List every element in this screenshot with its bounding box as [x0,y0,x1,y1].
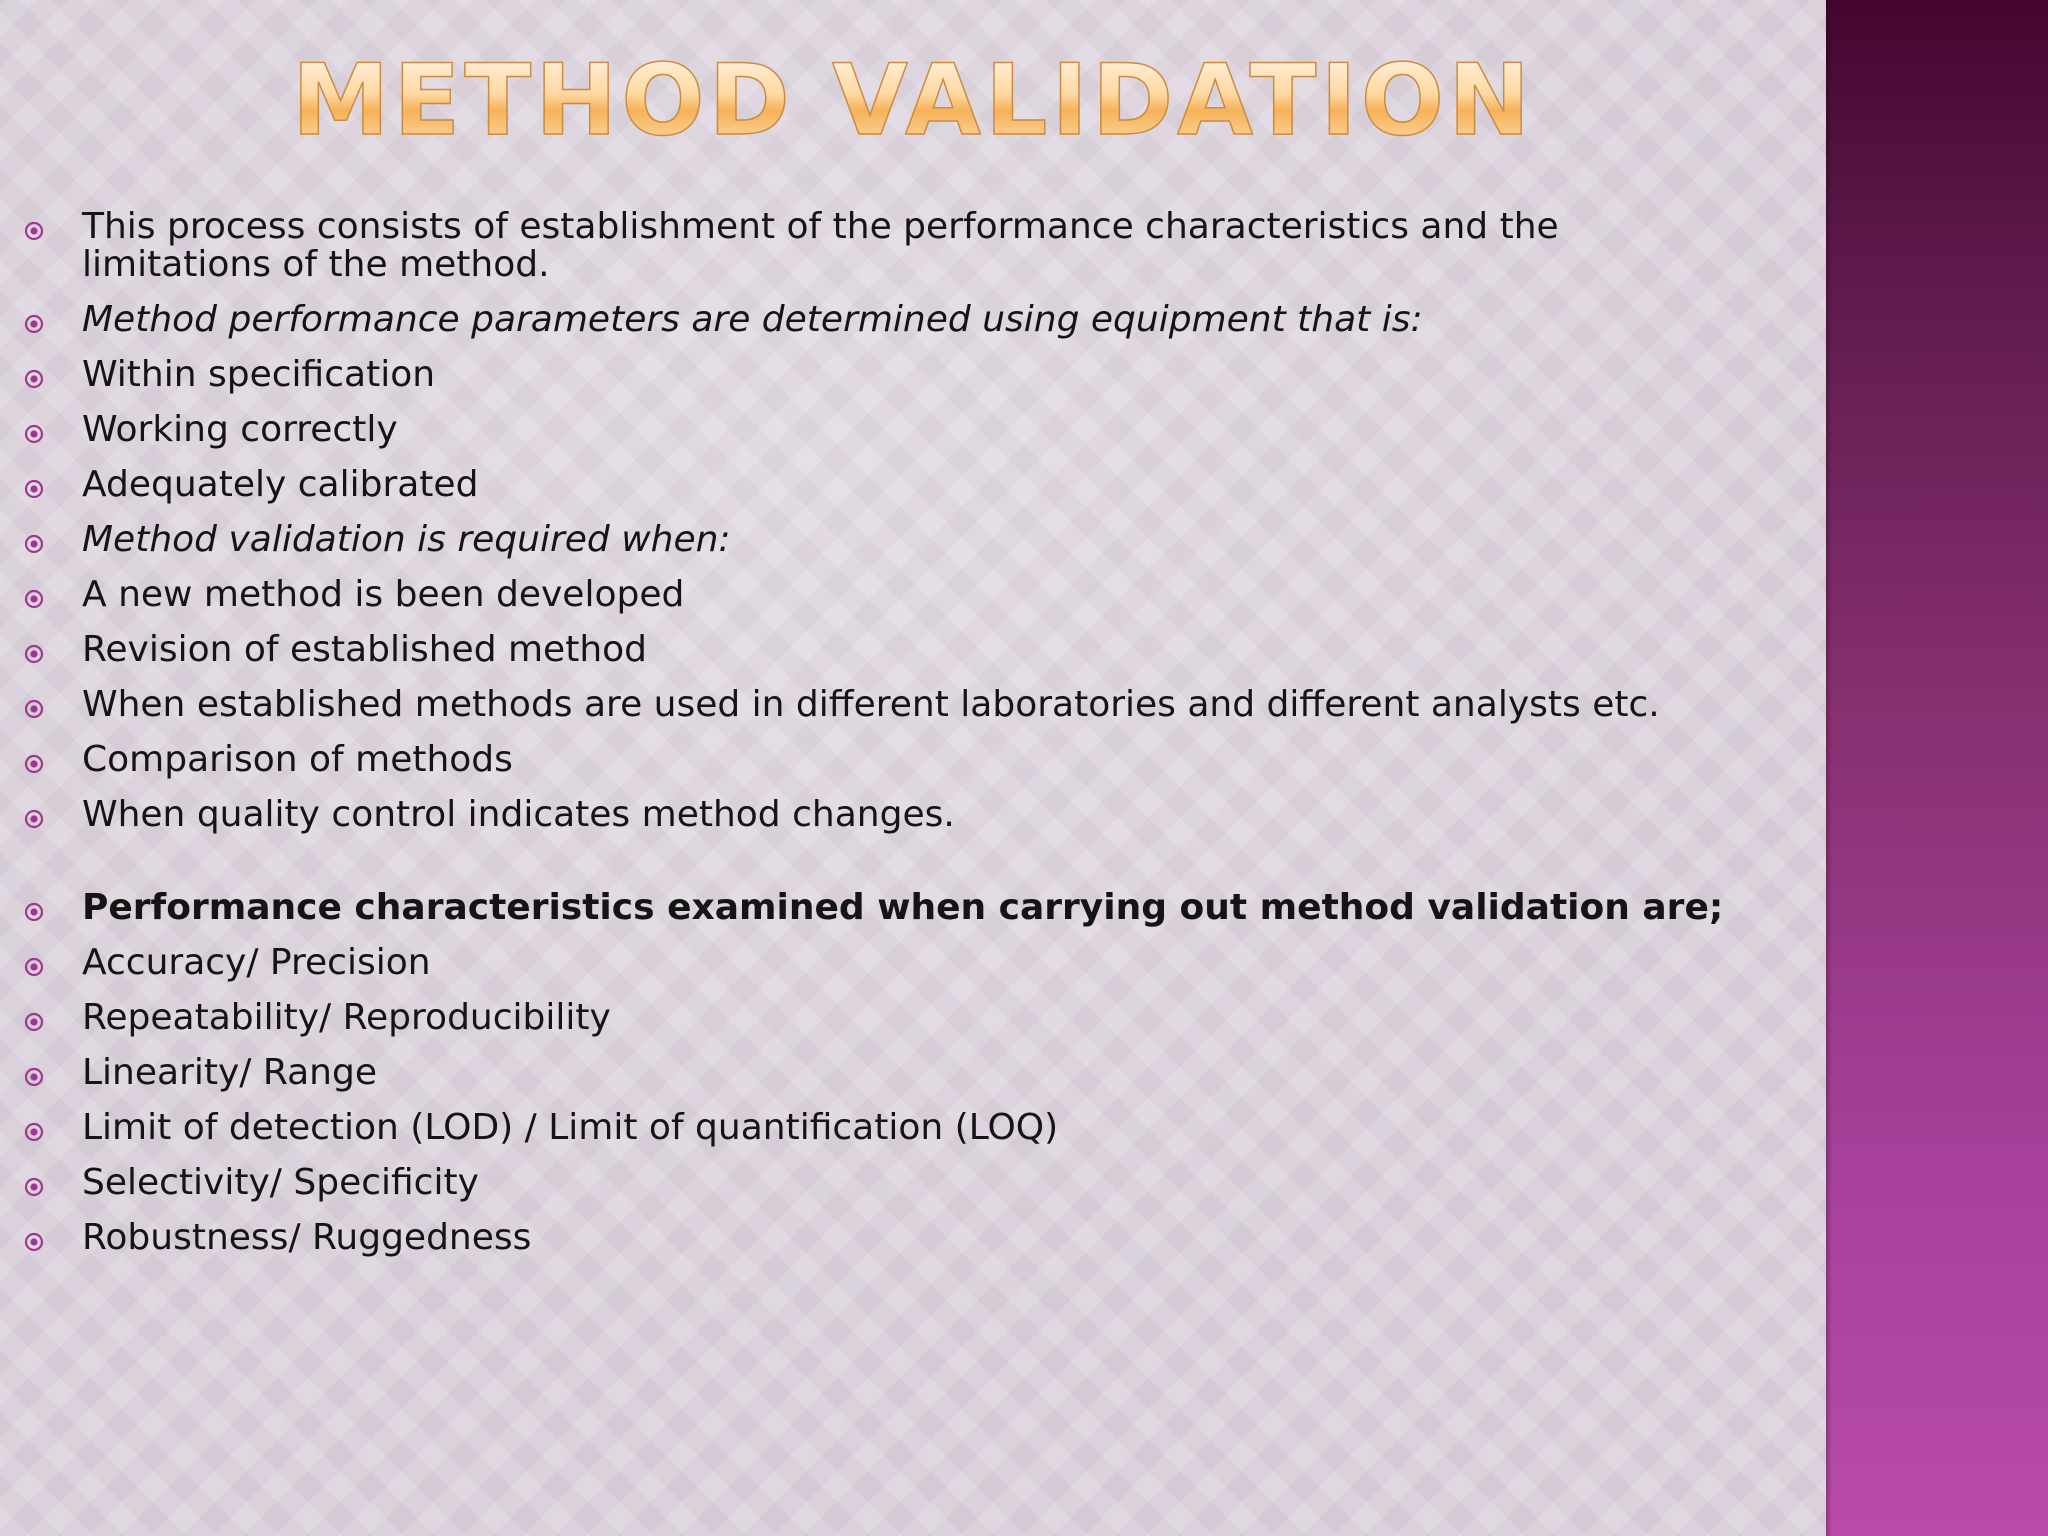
bullet-item [0,521,1800,559]
circled-dot-icon [24,1122,44,1142]
bullet-text: Adequately calibrated [82,464,479,505]
bullet-text: A new method is been developed [82,574,685,615]
bullet-item [0,631,1800,669]
circled-dot-icon [24,754,44,774]
bullet-text: Performance characteristics examined when carrying out method validation are; [82,887,1724,928]
bullet-item [0,796,1800,834]
circled-dot-icon [24,957,44,977]
bullet-text: Linearity/ Range [82,1052,377,1093]
bullet-text: Method validation is required when: [82,519,731,560]
bullet-text: Within specification [82,354,436,395]
circled-dot-icon [24,424,44,444]
circled-dot-icon [24,314,44,334]
circled-dot-icon [24,699,44,719]
decorative-side-panel [1826,0,2048,1536]
bullet-item [0,356,1800,394]
bullet-item [0,944,1800,982]
bullet-item [0,1109,1800,1147]
bullet-item [0,1054,1800,1092]
bullet-text: Working correctly [82,409,398,450]
bullet-item [0,208,1602,284]
bullet-item [0,1164,1800,1202]
bullet-text: Selectivity/ Specificity [82,1162,479,1203]
circled-dot-icon [24,1177,44,1197]
circled-dot-icon [24,1067,44,1087]
bullet-text: Limit of detection (LOD) / Limit of quantification (LOQ) [82,1107,1059,1148]
circled-dot-icon [24,902,44,922]
bullet-item [0,411,1800,449]
bullet-item [0,889,1800,927]
circled-dot-icon [24,221,44,241]
circled-dot-icon [24,1232,44,1252]
bullet-text: This process consists of establishment of the performance characteristics and the limitations of the method. [82,206,1559,285]
bullet-text: Accuracy/ Precision [82,942,431,983]
bullet-item [0,466,1800,504]
bullet-text: When quality control indicates method changes. [82,794,955,835]
bullet-item [0,686,1800,724]
bullet-text: When established methods are used in different laboratories and different analysts etc. [82,684,1660,725]
circled-dot-icon [24,589,44,609]
bullet-list [0,208,1800,1274]
bullet-text: Revision of established method [82,629,648,670]
bullet-item [0,301,1800,339]
bullet-item [0,999,1800,1037]
bullet-text: Repeatability/ Reproducibility [82,997,611,1038]
circled-dot-icon [24,479,44,499]
slide-title: METHOD VALIDATION [0,48,1826,156]
bullet-item [0,1219,1800,1257]
circled-dot-icon [24,809,44,829]
circled-dot-icon [24,1012,44,1032]
bullet-text: Method performance parameters are determined using equipment that is: [82,299,1423,340]
bullet-text: Robustness/ Ruggedness [82,1217,532,1258]
circled-dot-icon [24,644,44,664]
circled-dot-icon [24,534,44,554]
bullet-item [0,576,1800,614]
circled-dot-icon [24,369,44,389]
bullet-text: Comparison of methods [82,739,513,780]
bullet-item [0,741,1800,779]
